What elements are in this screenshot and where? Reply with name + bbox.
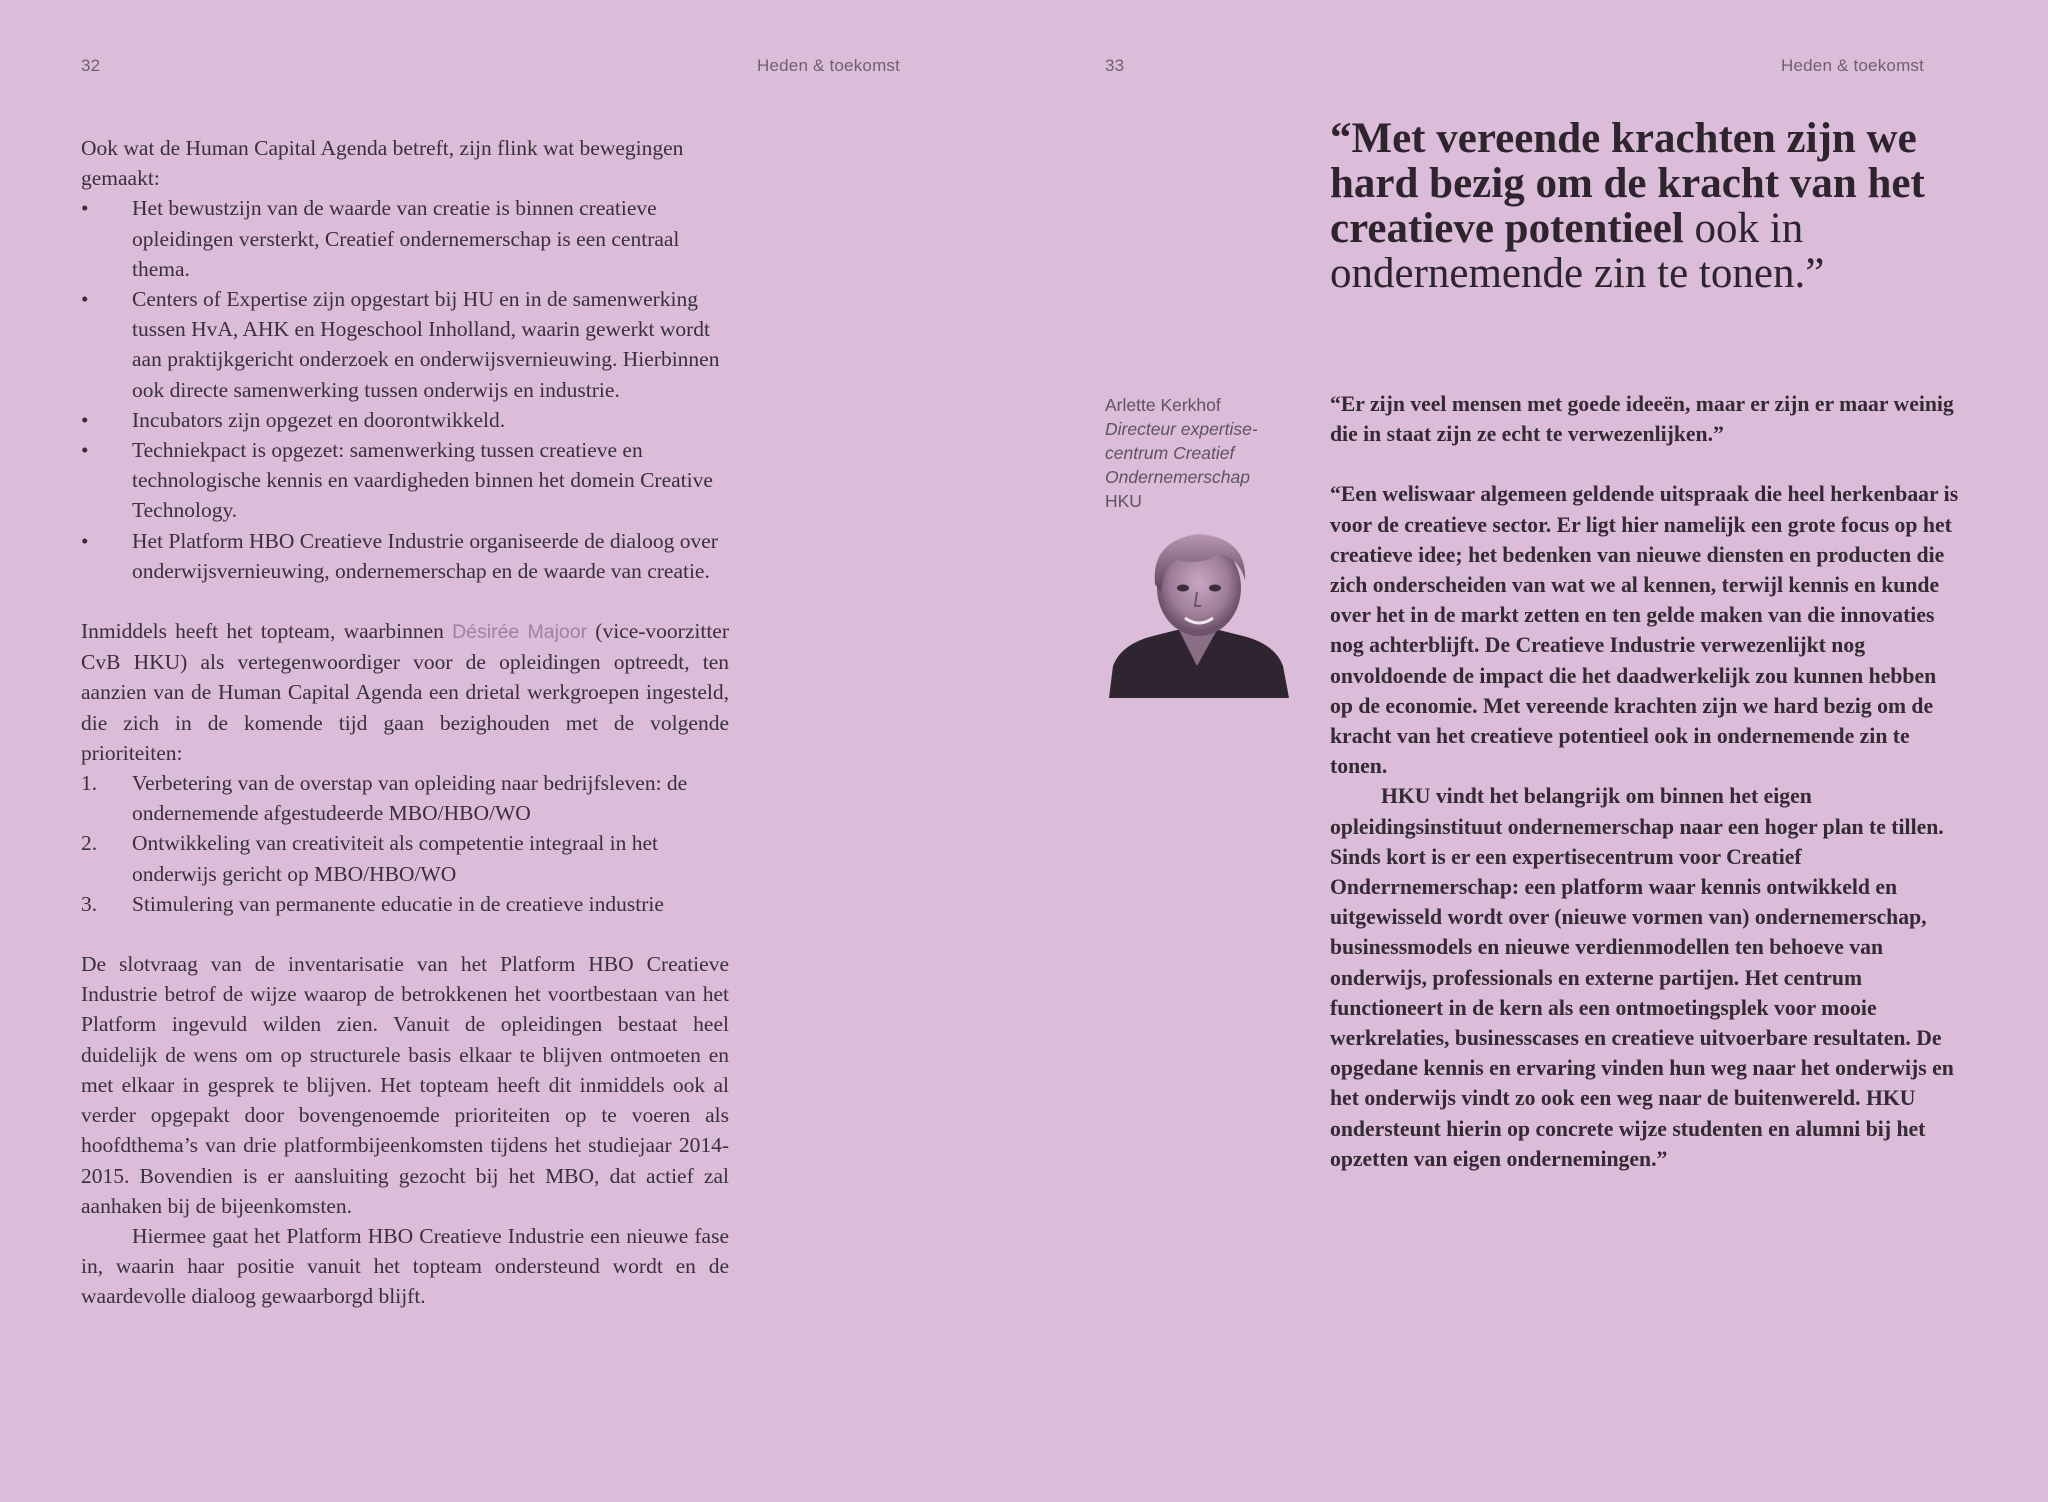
pull-quote-bold: “Met vereende krachten zijn we hard bezig om de kracht van het creatieve potentieel — [1330, 115, 1925, 252]
intro-paragraph: Ook wat de Human Capital Agenda betreft, zijn flink wat bewegingen gemaakt: — [81, 136, 684, 191]
bullet-marker: • — [81, 528, 89, 553]
pull-quote-light: ook in ondernemende zin te tonen.” — [1330, 205, 1825, 297]
list-item-text: Techniekpact is opgezet: samenwerking tussen creatieve en technologische kennis en vaardigheden binnen het domein Creative Technology. — [132, 438, 713, 523]
person-name-highlight: Désirée Majoor — [452, 621, 588, 644]
list-item-text: Het bewustzijn van de waarde van creatie is binnen creatieve opleidingen versterkt, Creatief ondernemerschap is een centraal thema. — [132, 196, 680, 281]
pull-quote — [1330, 116, 1970, 296]
list-item — [81, 435, 729, 526]
list-item-text: Centers of Expertise zijn opgestart bij HU en in de samenwerking tussen HvA, AHK en Hogeschool Inholland, waarin gewerkt wordt aan praktijkgericht onderzoek en onderwijsvernieuwing. Hierbinnen ook directe samenwerking tussen onderwijs en industrie. — [132, 287, 720, 402]
list-item — [81, 828, 729, 888]
page-number-right: 33 — [1105, 56, 1125, 75]
caption-role: Directeur expertise-centrum Creatief Ondernemerschap — [1105, 419, 1258, 487]
list-item — [81, 526, 729, 586]
list-item — [81, 889, 729, 919]
list-number: 3. — [81, 891, 98, 916]
left-body-text — [81, 133, 729, 1312]
list-item — [81, 405, 729, 435]
section-title-left: Heden & toekomst — [757, 56, 901, 75]
list-number: 1. — [81, 771, 98, 796]
right-page — [1024, 0, 2048, 1502]
list-item-text: Verbetering van de overstap van opleiding naar bedrijfsleven: de ondernemende afgestudeerde MBO/HBO/WO — [132, 771, 688, 826]
bullet-marker: • — [81, 438, 89, 463]
caption-name: Arlette Kerkhof — [1105, 395, 1221, 415]
list-item — [81, 284, 729, 405]
closing-paragraph-1: De slotvraag van de inventarisatie van het Platform HBO Creatieve Industrie betrof de wijze waarop de betrokkenen het voortbestaan van het Platform ingevuld wilden zien. Vanuit de opleidingen bestaat heel duidelijk de wens om op structurele basis elkaar te blijven ontmoeten en met elkaar in gesprek te blijven. Het topteam heeft dit inmiddels ook al verder opgepakt door bovengenoemde prioriteiten op te voeren als hoofdthema’s van drie platformbijeenkomsten tijdens het studiejaar 2014-2015. Bovendien is er aansluiting gezocht bij het MBO, dat actief zal aanhaken bij de bijeenkomsten. — [81, 952, 729, 1218]
list-item-text: Ontwikkeling van creativiteit als competentie integraal in het onderwijs gericht op MBO/HBO/WO — [132, 831, 658, 886]
achievements-list — [81, 193, 729, 586]
list-item — [81, 193, 729, 284]
quote-paragraph-1: “Er zijn veel mensen met goede ideeën, maar er zijn er maar weinig die in staat zijn ze echt te verwezenlijken.” — [1330, 392, 1954, 447]
list-number: 2. — [81, 831, 98, 856]
bullet-marker: • — [81, 407, 89, 432]
quote-paragraph-3: HKU vindt het belangrijk om binnen het eigen opleidingsinstituut ondernemerschap naar een hoger plan te tillen. Sinds kort is er een expertisecentrum voor Creatief Onderrnemerschap: een platform waar kennis ontwikkeld en uitgewisseld wordt over (nieuwe vormen van) ondernemerschap, businessmodels en nieuwe verdienmodellen ten behoeve van onderwijs, professionals en externe partijen. Het centrum functioneert in de kern als een ontmoetingsplek voor mooie werkrelaties, businesscases en creatieve uitvoerbare resultaten. De opgedane kennis en ervaring vinden hun weg naar het onderwijs en het onderwijs vindt zo ook een weg naar de buitenwereld. HKU ondersteunt hierin op concrete wijze studenten en alumni bij het opzetten van eigen ondernemingen.” — [1330, 784, 1954, 1171]
page-number-left: 32 — [81, 56, 101, 75]
interview-text — [1330, 389, 1960, 1174]
list-item-text: Incubators zijn opgezet en doorontwikkeld. — [132, 407, 506, 432]
bullet-marker: • — [81, 287, 89, 312]
quote-paragraph-2: “Een weliswaar algemeen geldende uitspraak die heel herkenbaar is voor de creatieve sector. Er ligt hier namelijk een grote focus op het creatieve idee; het bedenken van nieuwe diensten en producten die zich onderscheiden van wat we al kennen, terwijl kennis en kunde over het in de markt zetten en ten gelde maken van die innovaties nog achterblijft. De Creatieve Industrie verwezenlijkt nog onvoldoende de impact die het daadwerkelijk zou kunnen hebben op de economie. Met vereende krachten zijn we hard bezig om de kracht van het creatieve potentieel ook in ondernemende zin te tonen. — [1330, 482, 1959, 779]
list-item-text: Het Platform HBO Creatieve Industrie organiseerde de dialoog over onderwijsvernieuwing, ondernemerschap en de waarde van creatie. — [132, 528, 718, 583]
priorities-list — [81, 768, 729, 919]
topteam-paragraph: Inmiddels heeft het topteam, waarbinnen Désirée Majoor (vice-voorzitter CvB HKU) als vertegenwoordiger voor de opleidingen optreedt, ten aanzien van de Human Capital Agenda een drietal werkgroepen ingesteld, die zich in de komende tijd gaan bezighouden met de volgende prioriteiten: — [81, 619, 729, 765]
portrait-caption — [1105, 393, 1285, 513]
closing-paragraph-2: Hiermee gaat het Platform HBO Creatieve Industrie een nieuwe fase in, waarin haar positie vanuit het topteam ondersteund wordt en de waardevolle dialoog gewaarborgd blijft. — [81, 1223, 729, 1309]
portrait-photo — [1107, 526, 1289, 698]
section-title-right: Heden & toekomst — [1781, 56, 1925, 75]
list-item — [81, 768, 729, 828]
caption-organisation: HKU — [1105, 491, 1142, 511]
list-item-text: Stimulering van permanente educatie in de creatieve industrie — [132, 891, 664, 916]
bullet-marker: • — [81, 196, 89, 221]
